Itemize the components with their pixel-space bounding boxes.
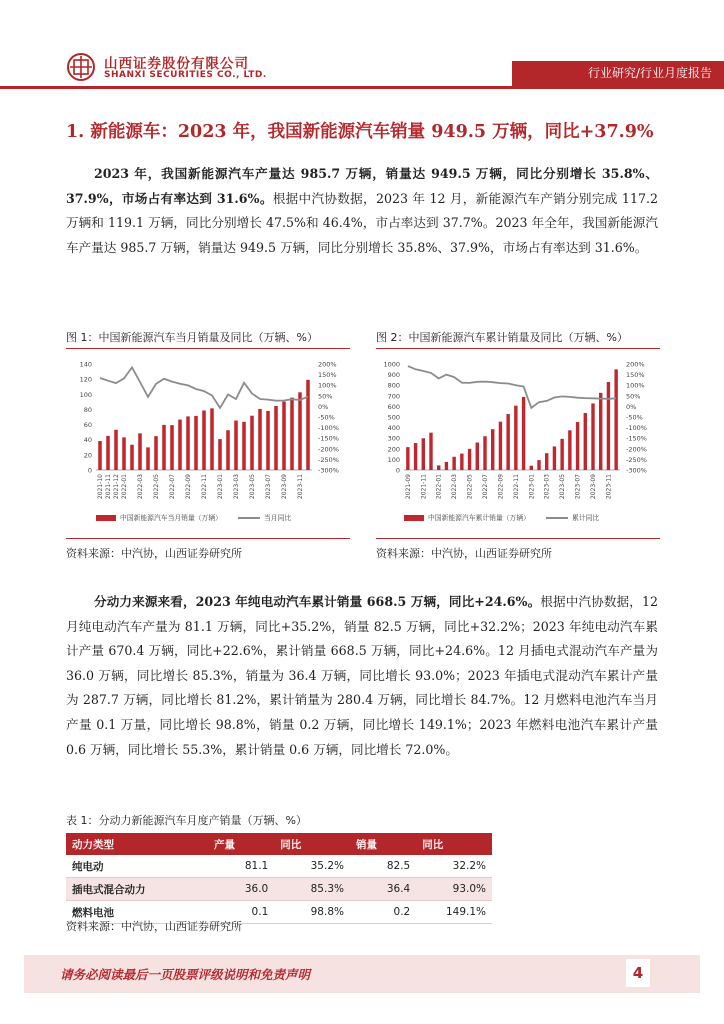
bar xyxy=(545,453,548,470)
bar xyxy=(437,465,440,470)
bar xyxy=(218,439,222,470)
y-left-tick-label: 700 xyxy=(387,392,400,401)
y-right-tick-label: -300% xyxy=(626,466,647,475)
x-tick-label: 2021-11 xyxy=(105,474,112,500)
x-tick-label: 2023-03 xyxy=(543,474,551,500)
table-cell: 93.0% xyxy=(416,878,492,901)
bar xyxy=(468,449,471,470)
x-tick-label: 2023-07 xyxy=(574,474,582,500)
x-tick-label: 2022-07 xyxy=(482,474,489,500)
bar xyxy=(138,433,142,470)
table-header-sales-yoy: 同比 xyxy=(422,838,444,851)
y-left-tick-label: 0 xyxy=(395,466,400,475)
bar xyxy=(414,443,417,470)
bar xyxy=(460,454,463,470)
y-left-tick-label: 100 xyxy=(387,455,400,464)
legend-bar-label: 中国新能源汽车当月销量（万辆） xyxy=(120,514,222,522)
y-right-tick-label: 50% xyxy=(318,392,333,401)
y-right-tick-label: -250% xyxy=(626,455,647,464)
x-tick-label: 2022-11 xyxy=(201,474,208,500)
figure2-title: 图 2：中国新能源汽车累计销量及同比（万辆、%） xyxy=(376,331,628,344)
table-cell: 98.8% xyxy=(274,901,350,924)
footer-disclaimer: 请务必阅读最后一页股票评级说明和免责声明 xyxy=(60,967,311,982)
bar xyxy=(154,436,158,470)
bar xyxy=(114,430,118,470)
y-left-tick-label: 40 xyxy=(83,436,92,445)
table-cell: 纯电动 xyxy=(66,855,208,878)
bar xyxy=(599,393,602,470)
bar xyxy=(429,433,432,470)
paragraph-intro-lead: 2023 年，我国新能源汽车产量达 985.7 万辆，销量达 949.5 万辆，同比分别增长 35.8%、37.9%，市场占有率达到 31.6%。 xyxy=(66,166,658,206)
table-cell: 35.2% xyxy=(274,855,350,878)
table-row xyxy=(66,855,492,878)
y-left-tick-label: 800 xyxy=(387,381,400,390)
y-right-tick-label: -100% xyxy=(626,424,647,433)
x-tick-label: 2022-05 xyxy=(153,474,160,500)
x-tick-label: 2022-01 xyxy=(121,474,128,500)
y-right-tick-label: 100% xyxy=(626,381,645,390)
bar xyxy=(146,447,150,470)
figure1-top-rule xyxy=(66,348,350,349)
table-header-sales: 销量 xyxy=(355,838,377,851)
table-cell: 0.1 xyxy=(208,901,274,924)
figure1-chart xyxy=(66,352,356,534)
figure1-source: 资料来源：中汽协，山西证券研究所 xyxy=(66,547,242,560)
page-number: 4 xyxy=(626,959,650,987)
bar xyxy=(250,416,254,470)
y-left-tick-label: 140 xyxy=(79,360,92,369)
table-source: 资料来源：中汽协，山西证券研究所 xyxy=(66,920,242,933)
bar xyxy=(282,402,286,470)
paragraph-power-lead: 分动力来源来看，2023 年纯电动汽车累计销量 668.5 万辆，同比+24.6%。 xyxy=(94,594,541,609)
y-left-tick-label: 0 xyxy=(87,466,92,475)
x-tick-label: 2022-07 xyxy=(169,474,176,500)
paragraph-intro xyxy=(66,162,658,260)
bar xyxy=(226,430,230,470)
table-title: 表 1：分动力新能源汽车月度产销量（万辆、%） xyxy=(66,814,307,827)
paragraph-intro-body: 根据中汽协数据，2023 年 12 月，新能源汽车产销分别完成 117.2 万辆和 119.1 万辆，同比分别增长 47.5%和 46.4%，市占率达到 37.7%。2023 年全年，我国新能源汽车产量达 985.7 万辆，销量达 949.5 万辆，同比分别增长 35.8%、37.9%，市场占有率达到 31.6%。 xyxy=(66,190,658,255)
y-right-tick-label: -250% xyxy=(318,455,339,464)
bar xyxy=(194,416,198,470)
figure1-title: 图 1：中国新能源汽车当月销量及同比（万辆、%） xyxy=(66,331,318,344)
bar xyxy=(98,441,102,470)
bar xyxy=(491,429,494,470)
bar xyxy=(202,410,206,470)
y-right-tick-label: 100% xyxy=(318,381,337,390)
figure1-bottom-rule xyxy=(66,538,350,539)
table-cell: 插电式混合动力 xyxy=(66,878,208,901)
table-row xyxy=(66,878,492,901)
bar xyxy=(530,466,533,470)
legend-line-label: 当月同比 xyxy=(264,514,292,522)
y-right-tick-label: -100% xyxy=(318,424,339,433)
x-tick-label: 2022-05 xyxy=(466,474,474,500)
legend-line-label: 累计同比 xyxy=(572,514,600,522)
y-left-tick-label: 500 xyxy=(387,413,400,422)
bar xyxy=(162,425,166,470)
y-left-tick-label: 60 xyxy=(83,421,92,430)
y-right-tick-label: -50% xyxy=(318,413,335,422)
bar xyxy=(568,430,571,470)
legend-bar-swatch xyxy=(96,515,116,521)
table-header-type: 动力类型 xyxy=(72,838,114,851)
bar xyxy=(242,422,246,470)
y-left-tick-label: 600 xyxy=(387,402,400,411)
table-cell: 0.2 xyxy=(350,901,416,924)
bar xyxy=(106,436,110,470)
bar xyxy=(298,392,302,470)
bar xyxy=(130,445,134,470)
y-right-tick-label: 0% xyxy=(318,402,329,411)
y-right-tick-label: -200% xyxy=(626,445,647,454)
x-tick-label: 2023-07 xyxy=(265,474,272,500)
x-tick-label: 2021-11 xyxy=(420,474,428,500)
bar xyxy=(576,422,579,470)
x-tick-label: 2022-09 xyxy=(497,474,505,500)
x-tick-label: 2022-09 xyxy=(185,474,192,500)
y-right-tick-label: -150% xyxy=(626,434,647,443)
bar xyxy=(290,398,294,470)
y-right-tick-label: 50% xyxy=(626,392,641,401)
bar xyxy=(122,437,126,470)
y-left-tick-label: 200 xyxy=(387,445,400,454)
x-tick-label: 2023-09 xyxy=(590,474,597,500)
yoy-line xyxy=(100,367,308,408)
header-divider xyxy=(0,86,724,89)
bar xyxy=(234,421,238,470)
y-right-tick-label: -150% xyxy=(318,434,339,443)
paragraph-power-body: 根据中汽协数据，12 月纯电动汽车产量为 81.1 万辆，同比+35.2%，销量 82.5 万辆，同比+32.2%；2023 年纯电动汽车累计产量 670.4 万辆，同比+22.6%，累计销量 668.5 万辆，同比+24.6%。12 月插电式混动汽车产量为 36.0 万辆，同比增长 85.3%，销量为 36.4 万辆，同比增长 93.0%；2023 年插电式混动汽车累计产量为 287.7 万辆，同比增长 81.2%，累计销量为 280.4 万辆，同比增长 84.7%。12 月燃料电池汽车当月产量 0.1 万量，同比增长 98.8%，销量 0.2 万辆，同比增长 149.1%；2023 年燃料电池汽车累计产量 0.6 万辆，同比增长 55.3%，累计销量 0.6 万辆，同比增长 72.0%。 xyxy=(66,594,658,757)
x-tick-label: 2023-11 xyxy=(605,474,613,500)
bar xyxy=(499,422,502,470)
bar xyxy=(553,446,556,470)
y-left-tick-label: 80 xyxy=(83,405,92,414)
bar xyxy=(584,413,587,470)
x-tick-label: 2023-01 xyxy=(217,474,224,500)
bar xyxy=(210,408,214,470)
bar xyxy=(274,406,278,470)
bar xyxy=(537,460,540,470)
table-header-row xyxy=(66,833,492,855)
y-right-tick-label: 200% xyxy=(626,360,645,369)
paragraph-power-source xyxy=(66,590,658,762)
x-tick-label: 2021-10 xyxy=(97,474,104,500)
table-cell: 85.3% xyxy=(274,878,350,901)
y-left-tick-label: 1000 xyxy=(383,360,400,369)
x-tick-label: 2022-01 xyxy=(435,474,443,500)
bar xyxy=(476,443,479,470)
company-name-cn: 山西证券股份有限公司 xyxy=(104,56,249,72)
bar xyxy=(591,403,594,470)
table-cell: 36.0 xyxy=(208,878,274,901)
bar xyxy=(266,411,270,470)
x-tick-label: 2023-01 xyxy=(528,474,536,500)
table-cell: 32.2% xyxy=(416,855,492,878)
figure2-bottom-rule xyxy=(376,538,660,539)
company-logo-icon xyxy=(66,52,96,82)
bar xyxy=(514,406,517,470)
y-right-tick-label: 0% xyxy=(626,402,637,411)
figure2-top-rule xyxy=(376,348,660,349)
x-tick-label: 2023-11 xyxy=(297,474,304,500)
table-cell: 82.5 xyxy=(350,855,416,878)
bar xyxy=(522,397,525,470)
power-source-table xyxy=(66,833,492,924)
y-right-tick-label: -300% xyxy=(318,466,339,475)
x-tick-label: 2021-12 xyxy=(113,474,120,500)
bar xyxy=(445,462,448,470)
y-right-tick-label: 150% xyxy=(626,371,645,380)
bar xyxy=(452,457,455,470)
bar xyxy=(406,447,409,470)
bar xyxy=(483,436,486,470)
report-type-label: 行业研究/行业月度报告 xyxy=(587,66,712,80)
x-tick-label: 2022-03 xyxy=(137,474,144,500)
table-cell: 149.1% xyxy=(416,901,492,924)
bar xyxy=(614,369,617,470)
section-title: 1. 新能源车：2023 年，我国新能源汽车销量 949.5 万辆，同比+37.9% xyxy=(66,122,654,142)
y-left-tick-label: 120 xyxy=(79,375,92,384)
table-cell: 36.4 xyxy=(350,878,416,901)
figure2-chart xyxy=(374,352,664,534)
table-header-output-yoy: 同比 xyxy=(280,838,302,851)
y-left-tick-label: 900 xyxy=(387,371,400,380)
bar xyxy=(186,416,190,470)
y-left-tick-label: 400 xyxy=(387,424,400,433)
bar xyxy=(607,382,610,470)
bar xyxy=(422,438,425,470)
y-left-tick-label: 300 xyxy=(387,434,400,443)
bar xyxy=(170,425,174,470)
y-right-tick-label: -50% xyxy=(626,413,643,422)
x-tick-label: 2023-09 xyxy=(281,474,288,500)
legend-bar-swatch xyxy=(404,515,424,521)
x-tick-label: 2023-05 xyxy=(559,474,567,500)
table-header-output: 产量 xyxy=(214,838,235,851)
legend-bar-label: 中国新能源汽车累计销量（万辆） xyxy=(428,514,530,522)
figure2-source: 资料来源：中汽协，山西证券研究所 xyxy=(376,547,552,560)
bar xyxy=(178,420,182,470)
bar xyxy=(506,414,509,470)
x-tick-label: 2023-03 xyxy=(233,474,240,500)
bar xyxy=(258,409,262,470)
table-cell: 81.1 xyxy=(208,855,274,878)
y-right-tick-label: 150% xyxy=(318,371,337,380)
bar xyxy=(306,380,310,470)
y-left-tick-label: 20 xyxy=(83,451,92,460)
y-left-tick-label: 100 xyxy=(79,390,92,399)
x-tick-label: 2022-11 xyxy=(512,474,520,500)
company-name-en: SHANXI SECURITIES CO., LTD. xyxy=(104,70,267,80)
x-tick-label: 2022-03 xyxy=(451,474,459,500)
yoy-line xyxy=(408,366,616,408)
table-cell: 燃料电池 xyxy=(66,901,208,924)
x-tick-label: 2023-05 xyxy=(249,474,256,500)
bar xyxy=(560,439,563,470)
y-right-tick-label: 200% xyxy=(318,360,337,369)
y-right-tick-label: -200% xyxy=(318,445,339,454)
x-tick-label: 2021-09 xyxy=(404,474,412,500)
